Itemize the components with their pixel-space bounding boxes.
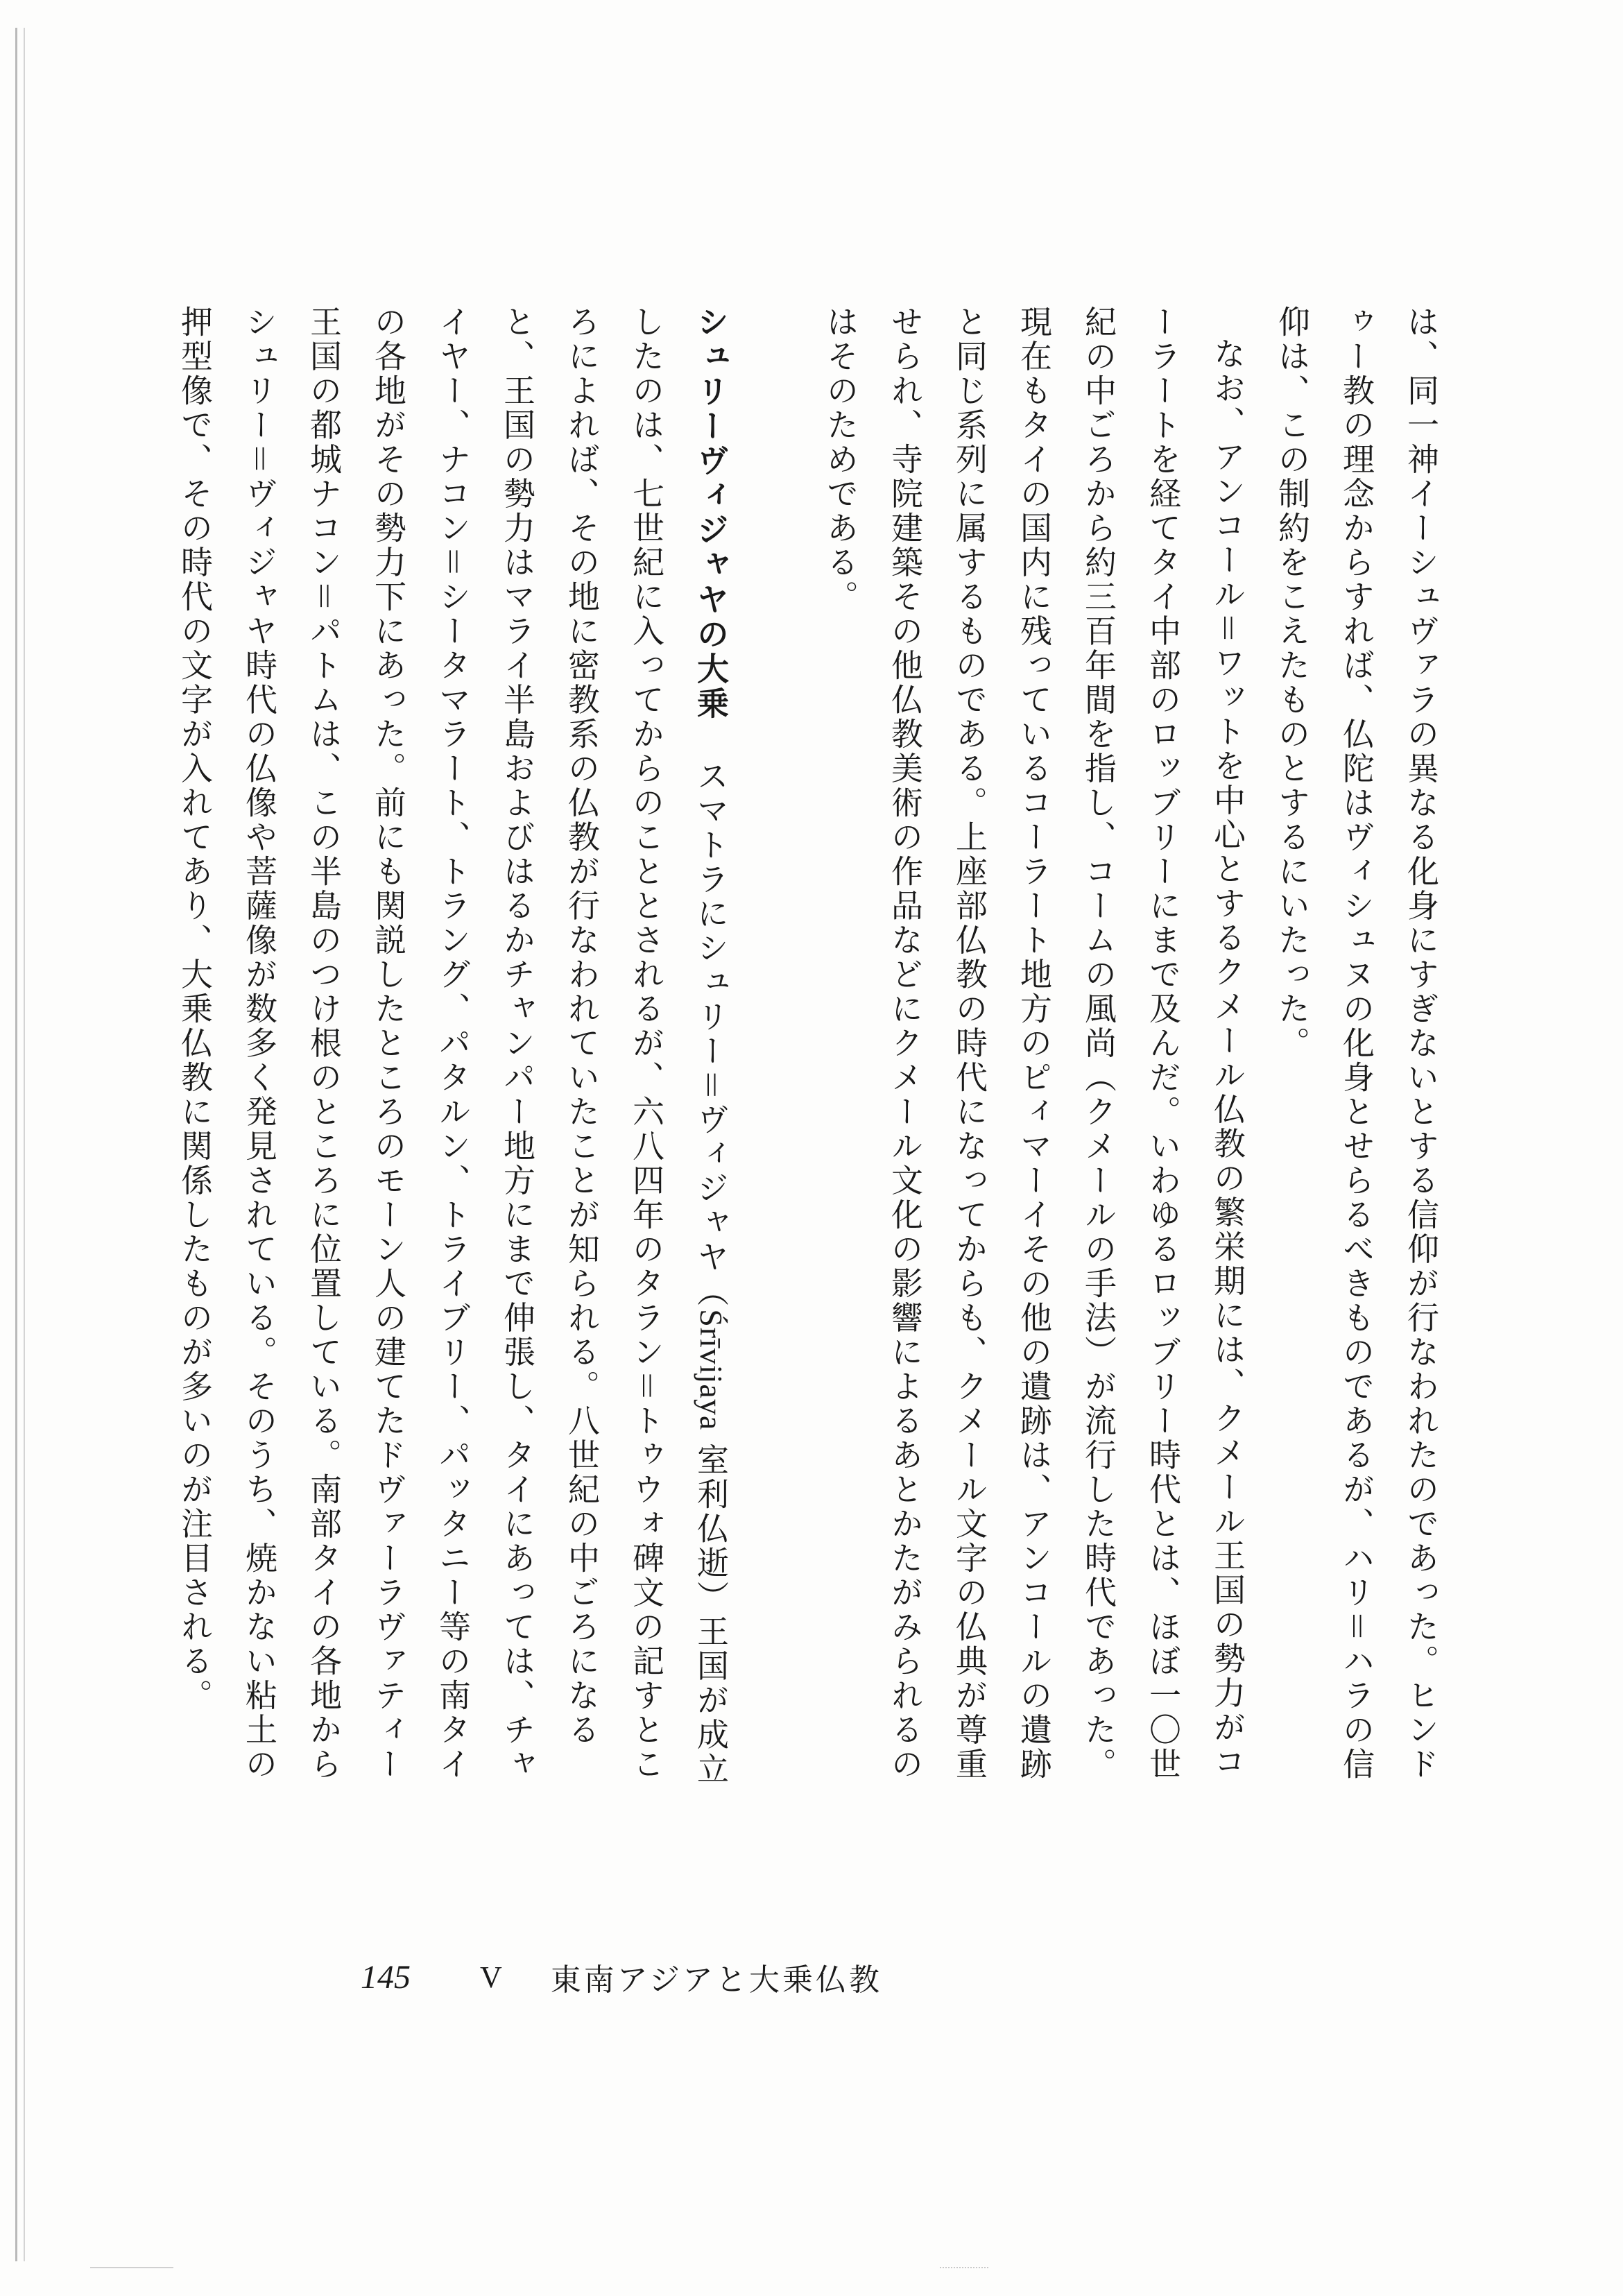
chapter-title: 東南アジアと大乗仏教 — [550, 1962, 883, 1998]
paragraph-continuation: は、同一神イーシュヴァラの異なる化身にすぎないとする信仰が行なわれたのであった。ヒンドゥー教の理念からすれば、仏陀はヴィシュヌの化身とせらるべきものであるが、ハリ＝ハラの信仰は、この制約をこえたものとするにいたった。 — [1273, 305, 1440, 1782]
section-heading: シュリーヴィジャヤの大乗 — [692, 305, 730, 721]
page-number: 145 — [361, 1958, 411, 1996]
body-text — [163, 305, 1453, 1804]
chapter-numeral: V — [480, 1960, 502, 1994]
paragraph-srivijaya-text-1: スマトラにシュリー＝ヴィジャヤ（ — [692, 760, 730, 1310]
section-gap — [744, 305, 808, 1804]
paragraph-srivijaya — [163, 305, 744, 1804]
spine-shadow-line — [15, 28, 17, 2261]
scan-edge-mark — [90, 2267, 173, 2268]
scan-dotted-mark — [940, 2267, 988, 2270]
running-footer — [361, 1949, 882, 2005]
spine-shadow-line-inner — [24, 28, 25, 2261]
latin-term: Śrīvijaya — [694, 1309, 729, 1431]
paragraph-angkor: なお、アンコール＝ワットを中心とするクメール仏教の繁栄期には、クメール王国の勢力がコーラートを経てタイ中部のロッブリーにまで及んだ。いわゆるロッブリー時代とは、ほぼ一〇世紀の中ごろから約三百年間を指し、コームの風尚（クメールの手法）が流行した時代であった。現在もタイの国内に残っているコーラート地方のピィマーイその他の遺跡は、アンコールの遺跡と同じ系列に属するものである。上座部仏教の時代になってからも、クメール文字の仏典が尊重せられ、寺院建築その他仏教美術の作品などにクメール文化の影響によるあとかたがみられるのはそのためである。 — [822, 305, 1246, 1782]
paragraph-srivijaya-text-2: 室利仏逝）王国が成立したのは、七世紀に入ってからのこととされるが、六八四年のタラン＝トゥウォ碑文の記すところによれば、その地に密教系の仏教が行なわれていたことが知られる。八世紀の中ごろになると、王国の勢力はマライ半島およびはるかチャンパー地方にまで伸張し、タイにあっては、チャイヤー、ナコン＝シータマラート、トラング、パタルン、トライブリー、パッタニー等の南タイの各地がその勢力下にあった。前にも関説したところのモーン人の建てたドヴァーラヴァティー王国の都城ナコン＝パトムは、この半島のつけ根のところに位置している。南部タイの各地からシュリー＝ヴィジャヤ時代の仏像や菩薩像が数多く発見されている。そのうち、焼かない粘土の押型像で、その時代の文字が入れてあり、大乗仏教に関係したものが多いのが注目される。 — [176, 305, 730, 1787]
